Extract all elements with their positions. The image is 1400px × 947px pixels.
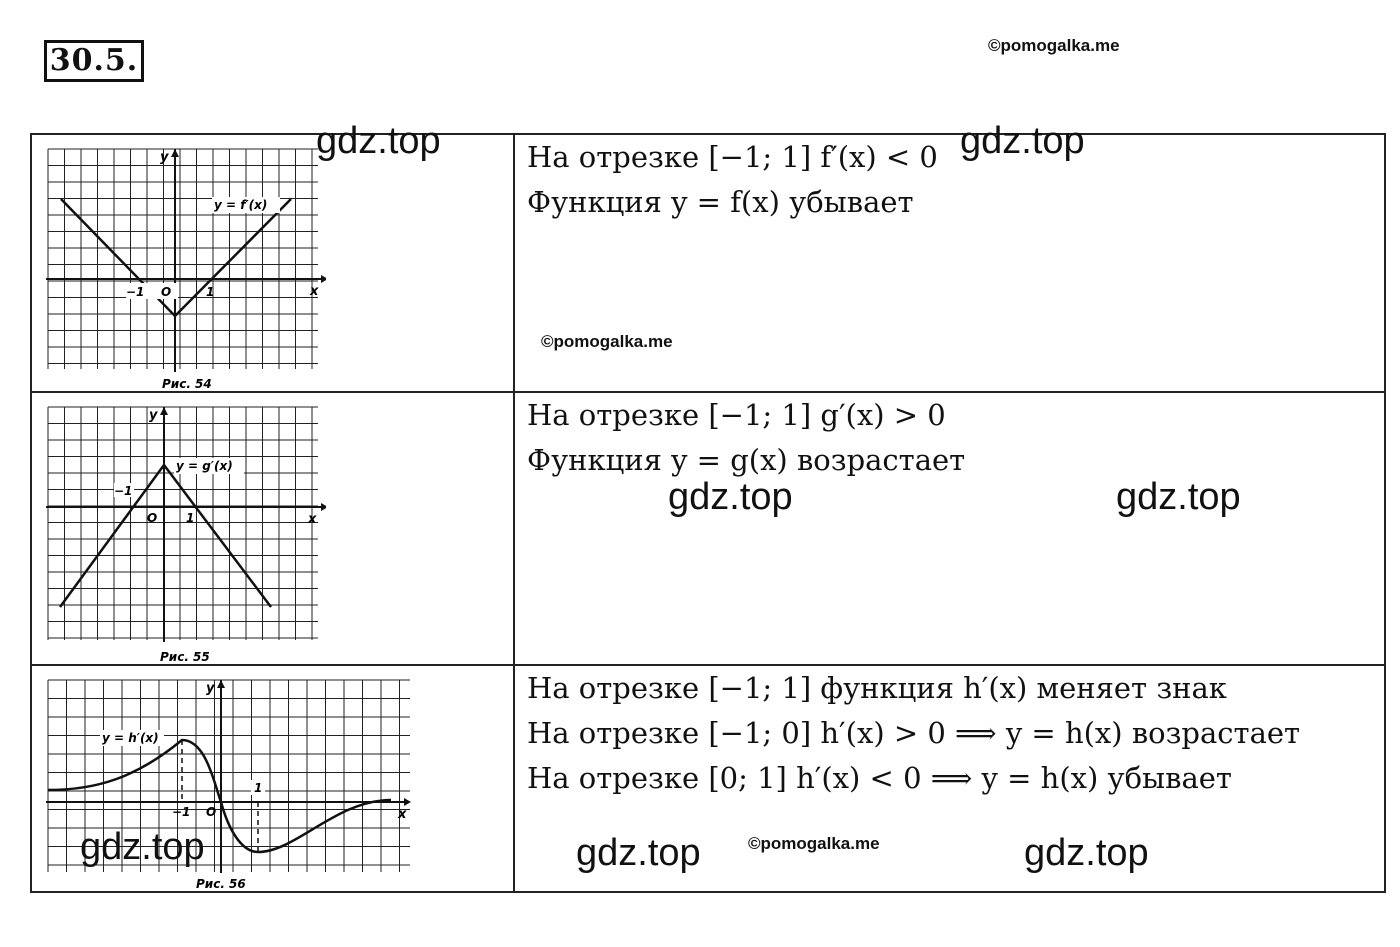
axis-x-56: x — [398, 807, 407, 822]
row-1-text — [527, 135, 938, 225]
tick-pos-55: 1 — [186, 511, 195, 525]
row-3-text — [527, 666, 1300, 801]
watermark-gdz-1: gdz.top — [316, 120, 441, 162]
tick-neg-54: −1 — [126, 285, 145, 299]
curve-label-54: y = f′(x) — [214, 198, 268, 212]
column-divider — [513, 135, 515, 891]
axis-x-55: x — [308, 512, 317, 527]
watermark-gdz-7: gdz.top — [1024, 832, 1149, 874]
watermark-gdz-2: gdz.top — [960, 120, 1085, 162]
row-2-line-1: На отрезке [−1; 1] g′(x) > 0 — [527, 398, 946, 432]
graph-fig-55 — [46, 405, 326, 665]
axis-y-56: y — [206, 681, 215, 696]
row-2-line-2: Функция y = g(x) возрастает — [527, 443, 966, 477]
watermark-gdz-4: gdz.top — [1116, 476, 1241, 518]
row-1-line-2: Функция y = f(x) убывает — [527, 185, 914, 219]
axis-x-54: x — [310, 284, 319, 299]
caption-56: Рис. 56 — [196, 877, 246, 891]
tick-pos-56: 1 — [254, 781, 263, 795]
row-2-text — [527, 393, 965, 483]
row-3-line-1: На отрезке [−1; 1] функция h′(x) меняет знак — [527, 671, 1227, 705]
origin-55: O — [147, 511, 158, 525]
row-3-line-3: На отрезке [0; 1] h′(x) < 0 ⟹ y = h(x) убывает — [527, 761, 1232, 795]
origin-56: O — [206, 805, 217, 819]
watermark-copyright-2: ©pomogalka.me — [748, 834, 880, 853]
tick-neg-55: −1 — [114, 484, 133, 498]
curve-label-55: y = g′(x) — [176, 459, 233, 473]
row-3-line-2: На отрезке [−1; 0] h′(x) > 0 ⟹ y = h(x) возрастает — [527, 716, 1301, 750]
watermark-copyright-top: ©pomogalka.me — [988, 36, 1120, 55]
axis-y-54: y — [160, 150, 169, 165]
watermark-gdz-3: gdz.top — [668, 476, 793, 518]
watermark-copyright-1: ©pomogalka.me — [541, 332, 673, 351]
axis-y-55: y — [149, 408, 158, 423]
tick-neg-56: −1 — [172, 805, 191, 819]
caption-55: Рис. 55 — [160, 650, 210, 664]
problem-number: 30.5. — [44, 40, 144, 82]
tick-pos-54: 1 — [206, 285, 215, 299]
watermark-gdz-5: gdz.top — [80, 826, 205, 868]
curve-label-56: y = h′(x) — [102, 731, 159, 745]
graph-fig-54 — [46, 147, 326, 391]
caption-54: Рис. 54 — [162, 377, 212, 391]
watermark-gdz-6: gdz.top — [576, 832, 701, 874]
row-1-line-1: На отрезке [−1; 1] f′(x) < 0 — [527, 140, 938, 174]
origin-54: O — [161, 285, 172, 299]
